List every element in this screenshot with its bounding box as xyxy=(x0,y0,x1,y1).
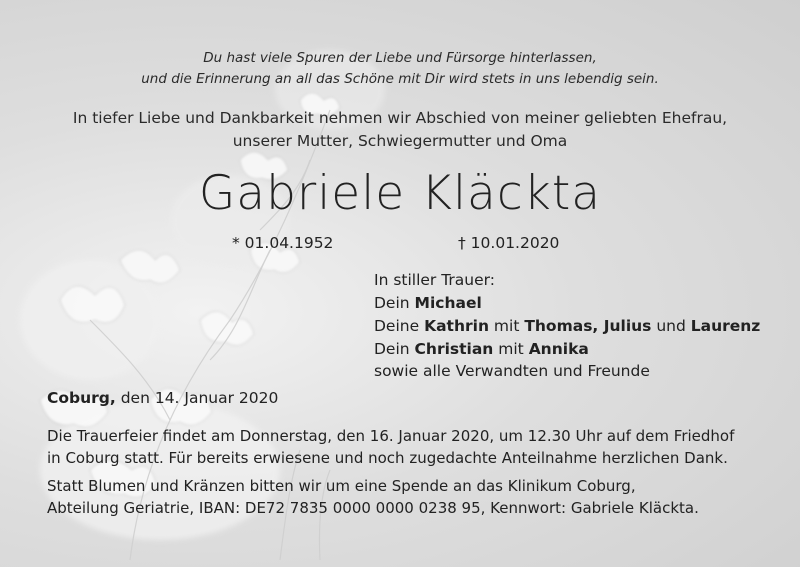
intro-line-1: In tiefer Liebe und Dankbarkeit nehmen wir Abschied von meiner geliebten Ehefrau, xyxy=(72,109,728,127)
funeral-line-1: Die Trauerfeier findet am Donnerstag, den 16. Januar 2020, um 12.30 Uhr auf dem Friedhof xyxy=(47,427,735,445)
donation-line-1: Statt Blumen und Kränzen bitten wir um eine Spende an das Klinikum Coburg, xyxy=(47,477,636,495)
verse-line-1: Du hast viele Spuren der Liebe und Fürsorge hinterlassen, xyxy=(203,50,597,66)
mourner-line-1: Dein Michael xyxy=(374,294,482,312)
mourner-line-2: Deine Kathrin mit Thomas, Julius und Laurenz xyxy=(374,317,761,335)
place-date: Coburg, den 14. Januar 2020 xyxy=(47,389,279,407)
birth-date: * 01.04.1952 xyxy=(232,234,334,252)
donation-line-2: Abteilung Geriatrie, IBAN: DE72 7835 0000 0000 0238 95, Kennwort: Gabriele Kläckta. xyxy=(47,499,699,517)
deceased-name: Gabriele Kläckta xyxy=(198,166,602,221)
funeral-line-2: in Coburg statt. Für bereits erwiesene und noch zugedachte Anteilnahme herzlichen Dank. xyxy=(47,449,728,467)
death-date: † 10.01.2020 xyxy=(458,234,560,252)
mourners-heading: In stiller Trauer: xyxy=(374,271,495,289)
mourner-line-3: Dein Christian mit Annika xyxy=(374,340,589,358)
verse-line-2: und die Erinnerung an all das Schöne mit Dir wird stets in uns lebendig sein. xyxy=(141,71,659,87)
mourner-line-4: sowie alle Verwandten und Freunde xyxy=(374,362,650,380)
intro-line-2: unserer Mutter, Schwiegermutter und Oma xyxy=(232,132,568,150)
